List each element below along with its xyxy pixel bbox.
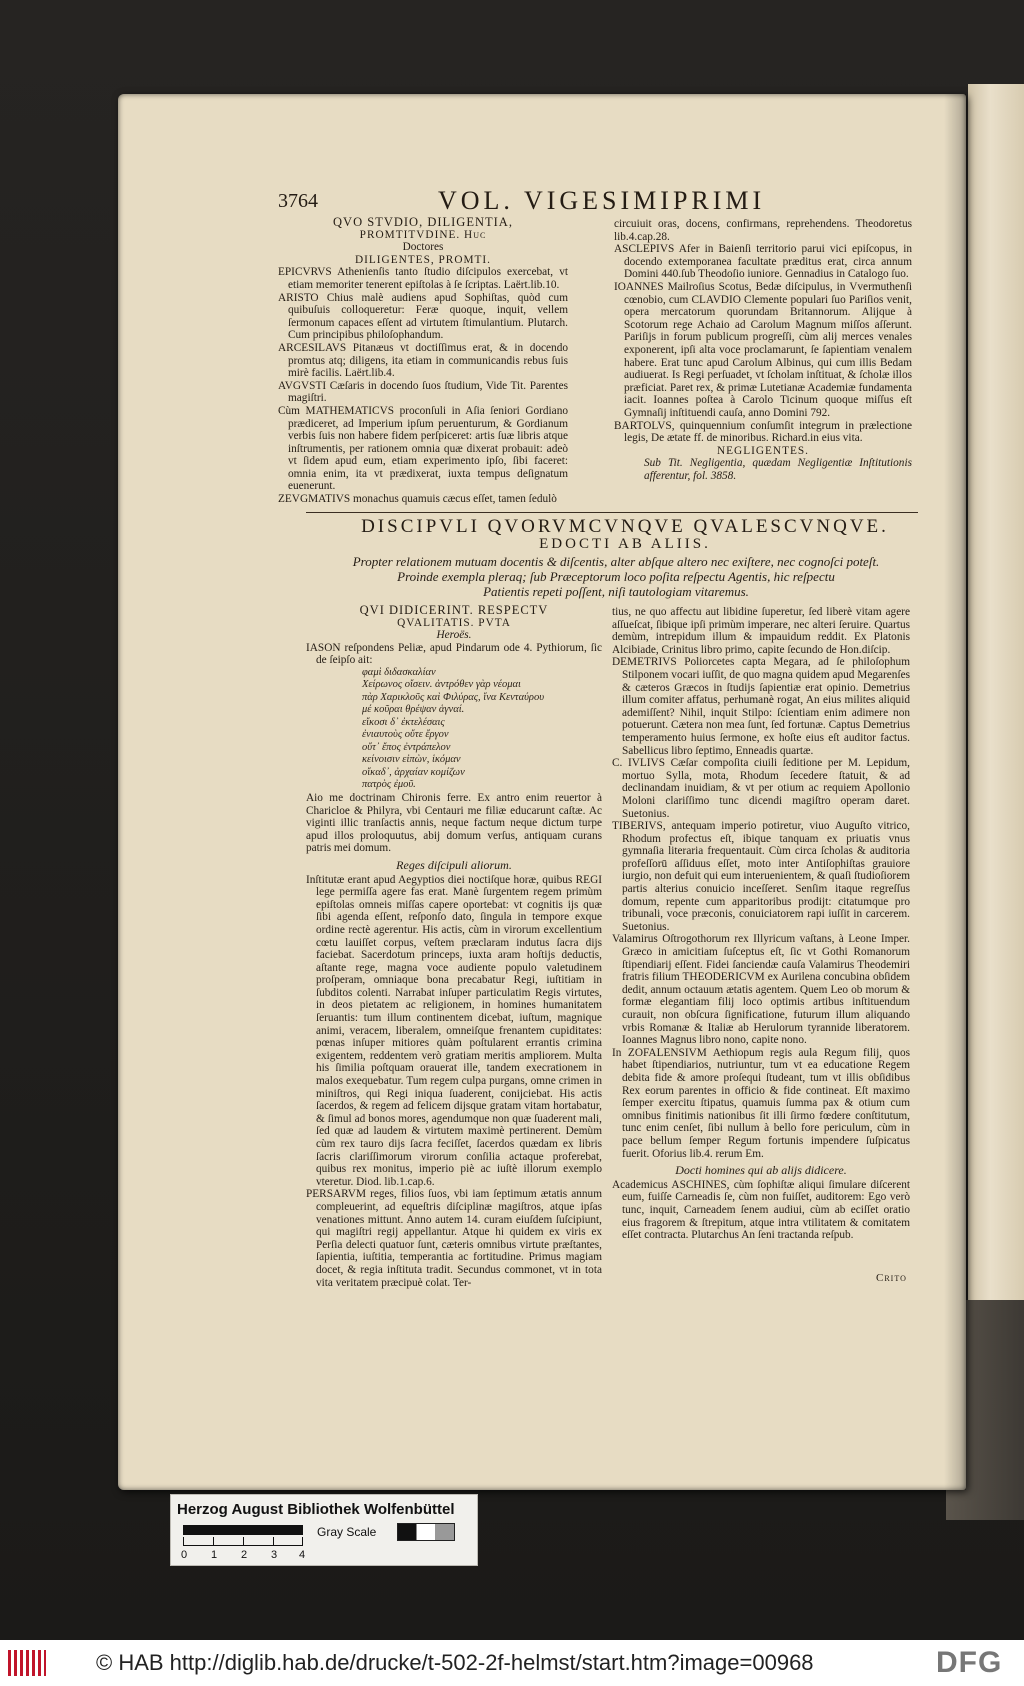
- catchword: Crito: [876, 1272, 907, 1284]
- greek-line: κείνοισιν εἰπὼν, ἱκόμαν: [362, 754, 461, 766]
- section-note-line: Proinde exempla pleraq; ſub Præceptorum loco poſita reſpectu Agentis, hic reſpectu: [397, 569, 835, 584]
- viewer-footer: [0, 1640, 1024, 1686]
- facing-page-edge: [968, 84, 1024, 1504]
- top-left-column: [278, 216, 568, 506]
- paragraph: Academicus ASCHINES, cùm ſophiſtæ aliqui ſimulare diſcerent eum, fuiſſe Carneadis ſe, cùm non fuiſſet, auditorem: Ego verò tunc, inquit, Carneadem ſenem audiui, cùm ab eciſſet oratio eius fragorem & ſtrepitum, atque intra vtilitatem & comitatem eſſet contracta. Plutarchus An ſeni tractanda reſpub.: [612, 1178, 910, 1242]
- ruler-tick: [273, 1537, 274, 1545]
- paragraph: Valamirus Oſtrogothorum rex Illyricum vaſtans, à Leone Imper. Græco in amicitiam ſuſceptus eſt, ſic vt Gothi Romanorum ſtipendiarij eſſent. Fidei ſanciendæ cauſa Valamirus Theodemiri fratris filium THEODERICVM ex Aurilena concubina obſidem dedit, annum octauum ætatis agentem. Quem Leo ob morum & formæ elegantiam filij loco optimis artibus inſtituendum curauit, non obſcura ſignificatione, futurum illum aliquando vrbis Romanæ & Italiæ ab Herulorum tyrannide liberatorem. Ioannes Magnus libro nono, capite nono.: [612, 933, 910, 1047]
- paragraph: ARISTO Chius malè audiens apud Sophiſtas, quòd cum quibuſuis colloqueretur: Feræ quoque, inquit, vellem ſermonum capaces eſſent ad virtutem ſtimulantium. Plutarch. Cum principibus philoſophandum.: [278, 291, 568, 342]
- grayscale-swatch: [397, 1523, 455, 1541]
- greek-line: ἐνιαυτοὺς οὔτε ἔργον: [362, 729, 449, 741]
- paragraph: C. IVLIVS Cæſar compoſita ciuili ſeditione per M. Lepidum, mortuo Sylla, mota, Rhodum ſecedere ſtatuit, & ad declinandam inuidiam, & vt per otium ac requiem Apollonio Moloni clariſſimo tunc dicendi magiſtro operam daret. Suetonius.: [612, 757, 910, 820]
- greek-line: πὰρ Χαρικλοῦς καὶ Φιλύρας, ἵνα Κενταύρου: [362, 691, 545, 703]
- heading: Heroës.: [436, 629, 472, 642]
- heading: QVI DIDICERINT. RESPECTV: [359, 603, 549, 617]
- heading: DILIGENTES, PROMTI.: [354, 253, 492, 266]
- greek-line: οὔτ᾽ ἔπος ἐντράπελον: [362, 741, 451, 753]
- ruler-number: 4: [299, 1549, 306, 1561]
- paragraph: EPICVRVS Athenienſis tanto ſtudio diſcipulos exercebat, vt etiam memoriter tenerent epiſtolas à ſe ſcriptas. Laërt.lib.10.: [278, 266, 568, 291]
- paragraph: BARTOLVS, quinquennium conſumſit integrum in prælectione legis, De ætate ff. de minoribus. Richard.in eius vita.: [614, 419, 912, 445]
- source-url[interactable]: © HAB http://diglib.hab.de/drucke/t-502-2f-helmst/start.htm?image=00968: [96, 1650, 814, 1675]
- paragraph: IASON reſpondens Peliæ, apud Pindarum ode 4. Pythiorum, ſic de ſeipſo ait:: [306, 641, 602, 667]
- paragraph: AVGVSTI Cæſaris in docendo ſuos ſtudium, Vide Tit. Parentes magiſtri.: [278, 379, 568, 405]
- paragraph: Aio me doctrinam Chironis ferre. Ex antro enim reuertor à Charicloe & Philyra, vbi Centauri me filiæ educarunt caſtæ. Ac viginti illic tranſactis annis, neque factum neque dictum turpe apud illos proloquutus, abij domum verſus, antiquam curans patris mei domum.: [306, 791, 602, 855]
- paragraph: Inſtitutæ erant apud Aegyptios diei noctiſque horæ, quibus REGI lege permiſſa agere fas erat. Manè ſurgentem regem primùm epiſtolas omneis miſſas capere oportebat: vt cognitis ijs quæ ſibi agenda eſſent, reſponſo dato, ſingula in tempore exque ordine rectè agerentur. His actis, cùm in virorum excellentium cœtu lauiſſet corpus, veſtem præclaram indutus ſacra dijs faciebat. Sacerdotum princeps, iuxta aram hoſtijs deductis, aſtante rege, magna voce audiente populo valetudinem proſperam, omniaque bona precabatur Regi, iuſtitiam in ſubditos colenti. Narrabat inſuper particulatim Regis virtutes, in deos pietatem ac religionem, in homines humanitatem ſeruantis: tum illum continentem dicebat, iuſtum, magnique animi, veracem, liberalem, omneiſque frenantem cupiditates: pœnas inſuper mitiores quàm poſtularent errantis crimina exigentem, reddentem verò gratiam meritis ampliorem. Multa his ſimilia poſtquam orauerat ille, tandem execrationem in malos exequebatur. Tum regem culpa purgans, omne crimen in miniſtros, qui Regi iniqua ſuaderent, conijciebat. His actis ſacerdos, & regem ad felicem dijsque gratam vitam hortabatur, & ſimul ad bonos mores, agendumque non quæ ſuaderent mali, ſed quæ ad laudem & virtutem maximè pertinerent. Demùm cùm rex tauro dijs ſacra feciſſet, ſacerdos quædam ex libris ſacris clariſſimorum virorum conſilia actaque proferebat, quibus rex monitus, imperio piè ac iuſtè illorum exemplo vteretur. Diod. lib.1.cap.6.: [306, 873, 602, 1188]
- bottom-left-column: [306, 604, 602, 1289]
- subheading: Reges diſcipuli aliorum.: [396, 857, 512, 872]
- heading: QVO STVDIO, DILIGENTIA,: [333, 215, 513, 229]
- paragraph: ARCESILAVS Pitanæus vt doctiſſimus erat, & in docendo promtus atq; diligens, ita etiam in communicandis rebus ſuis mirè facilis. Laërt.lib.4.: [278, 341, 568, 380]
- greek-line: πατρὸς ἐμοῦ.: [362, 779, 416, 791]
- section-note: [336, 554, 896, 599]
- greek-line: φαμὶ διδασκαλίαν: [362, 666, 436, 678]
- section-note-line: Propter relationem mutuam docentis & diſcentis, alter abſque altero nec exiſtere, nec cognoſci poteſt.: [352, 554, 880, 569]
- paragraph: ZEVGMATIVS monachus quamuis cæcus eſſet, tamen ſedulò: [278, 493, 557, 506]
- subheading: Docti homines qui ab alijs didicere.: [675, 1163, 847, 1178]
- greek-quotation: [306, 667, 602, 792]
- bottom-right-column: [612, 606, 910, 1242]
- grayscale-label: Gray Scale: [317, 1525, 377, 1539]
- ruler: [183, 1535, 303, 1546]
- library-scale-label: [170, 1494, 478, 1566]
- heading: NEGLIGENTES.: [716, 444, 809, 457]
- section-note-line: Patientis repeti poſſent, niſi tautologiam vitaremus.: [483, 584, 749, 599]
- greek-line: εἴκοσι δ᾽ ἐκτελέσαις: [362, 716, 445, 728]
- heading: QVALITATIS. PVTA: [397, 616, 511, 629]
- paragraph: tius, ne quo affectu aut libidine ſuperetur, ſed liberè vitam agere aſſueſcat, ſibique ipſi primùm imperare, nec alteri ſeruire. Quartus demùm, intrepidum illum & impauidum reddit. Ex Platonis Alcibiade, Crinitus libro primo, capite ſecundo de Hon.diſcip.: [612, 606, 910, 656]
- paragraph: DEMETRIVS Poliorcetes capta Megara, ad ſe philoſophum Stilponem vocari iuſſit, de quo magna quidem apud Megarenſes & cæteros Græcos in ſtudijs ſapientiæ erat opinio. Demetrius illum comiter affatus, perhumanè rogat, An eius milites aliquid ademiſſent? Nihil, inquit Stilpo: ſcientiam enim adimere non potuerunt. Cætera non mea ſunt, ſed fortunæ. Captus Demetrius temperamento huius ſermone, ex hoſte eius eſt auditor factus. Sabellicus libro ſeptimo, Enneadis quartæ.: [612, 656, 910, 757]
- hab-logo-icon: [8, 1650, 46, 1676]
- greek-line: οἴκαδ᾽, ἀρχαίαν κομίζων: [362, 766, 465, 778]
- paragraph: ASCLEPIVS Afer in Baienſi territorio parui vici epiſcopus, in docendo extemporanea facultate præditus erat, circa annum Domini 440.ſub Theodoſio iuniore. Gennadius in Catalogo ſuo.: [614, 243, 912, 281]
- ruler-number: 1: [211, 1549, 218, 1561]
- ruler-tick: [302, 1537, 303, 1545]
- dfg-logo: DFG: [936, 1646, 1003, 1679]
- section-rule: [306, 512, 918, 513]
- greek-line: μέ κοῦραι θρέψαν ἁγναί.: [362, 704, 465, 716]
- paragraph: Cùm MATHEMATICVS proconſuli in Aſia ſeniori Gordiano prædiceret, ad Imperium ipſum peruenturum, & Gordianum verbis ſuis non habere fidem perſpiceret: artis ſuæ libris atque inſtrumentis, per rationem omnia quæ dixerat probauit: adeò vt ſidem apud eum, etiam experimento ipſo, ſibi faceret: omnia enim, ita vt prædixerat, iuxta tempus deſignatum euenerunt.: [278, 404, 568, 493]
- running-title: VOL. VIGESIMIPRIMI: [438, 186, 766, 215]
- page-number: 3764: [278, 190, 318, 212]
- ruler-tick: [243, 1537, 244, 1545]
- section-title: DISCIPVLI QVORVMCVNQVE QVALESCVNQVE.: [361, 516, 889, 537]
- top-right-column: [614, 218, 912, 482]
- paragraph: circuiuit oras, docens, confirmans, reprehendens. Theodoretus lib.4.cap.28.: [614, 218, 912, 243]
- heading: Doctores: [402, 241, 444, 254]
- ruler-number: 3: [271, 1549, 278, 1561]
- heading: PROMTITVDINE. Huc: [359, 228, 487, 241]
- cross-reference: Sub Tit. Negligentia, quædam Negligentiæ Inſtitutionis afferentur, fol. 3858.: [644, 457, 912, 482]
- ruler-tick: [213, 1537, 214, 1545]
- ruler-number: 0: [181, 1549, 188, 1561]
- section-subtitle: EDOCTI AB ALIIS.: [539, 536, 711, 552]
- greek-line: Χείρωνος οἴσειν. ἀντρόθεν γὰρ νέομαι: [362, 679, 521, 691]
- ruler-tick: [183, 1537, 184, 1545]
- gutter-shadow: [944, 94, 966, 1490]
- scale-bar: [183, 1525, 303, 1535]
- ruler-number: 2: [241, 1549, 248, 1561]
- paragraph: PERSARVM reges, filios ſuos, vbi iam ſeptimum ætatis annum compleuerint, ad equeſtris diſciplinæ magiſtros, atque ipſas venationes mittunt. Anno autem 14. curam eiuſdem ſuſcipiunt, qui magiſtri regij appellantur. Atque hi quidem ex viris ex Perſia delecti quatuor ſunt, cæteris omnibus virtute præſtantes, ſapientia, iuſtitia, temperantia ac fortitudine. Primus magiam docet, & regia inſtituta tradit. Secundus commonet, vt in tota vita veritatem præcipuè colat. Ter-: [306, 1188, 602, 1289]
- paragraph: TIBERIVS, antequam imperio potiretur, viuo Auguſto vitrico, Rhodum profectus eſt, ibique tanquam ex priuatis vnus gymnaſia literaria frequentauit. Cùm circa ſcholas & auditoria profeſſorū aſſiduus eſſet, moto inter Antiſophiſtas grauiore iurgio, non defuit qui eum interuenientem, & quaſi ſtudioſiorem partis alterius conuicio inceſſeret. Senſim itaque regreſſus domum, repente cum apparitoribus prodijt: citatumque pro tribunali, voce præconis, conuiciatorem rapi iuſſit in carcerem. Suetonius.: [612, 820, 910, 933]
- library-name: Herzog August Bibliothek Wolfenbüttel: [177, 1501, 455, 1518]
- paragraph: In ZOFALENSIVM Aethiopum regis aula Regum filij, quos habet ſtipendiarios, nutriuntur, tum vt ea educatione Regem debita fide & amore proſequi ſtudeant, tum vt illis obſidibus Rex eorum parentes in officio & fide contineat. Eſt maximo ſemper exercitu ſtipatus, quamuis ſumma pax & otium cum omnibus finitimis nationibus ſit illi ſirmo fœdere conſtitutum, tunc enim cenſet, ſibi nullum à bello fore periculum, cùm in pace bellum ſemper Regum fortunis impendere ſuſpicatus fuerit. Oforius lib.4. rerum Em.: [612, 1046, 910, 1160]
- paragraph: IOANNES Mailroſius Scotus, Bedæ diſcipulus, in Vvermuthenſi cœnobio, cum CLAVDIO Clemente populari ſuo Pariſios venit, opera mercatorum quorundam Britannorum. Alijque à Scotorum rege Achaio ad Carolum Magnum miſſos aſſerunt. Pariſijs in forum publicum progreſſi, cùm alij merces venales exponerent, ipſi alta voce proclamarunt, ſe ſapientiam venalem habere. Erat tunc apud Carolum Albinus, qui cum illis Bedam audiuerat. Is Regi perſuadet, vt ſcholam inſtituat, & ſcholæ illos præficiat. Paret rex, & primæ Lutetianæ Academiæ fundamenta iacit. Ioannes poſtea à Carolo Ticinum quoque miſſus eſt Gymnaſij inſtituendi cauſa, anno Domini 792.: [614, 280, 912, 419]
